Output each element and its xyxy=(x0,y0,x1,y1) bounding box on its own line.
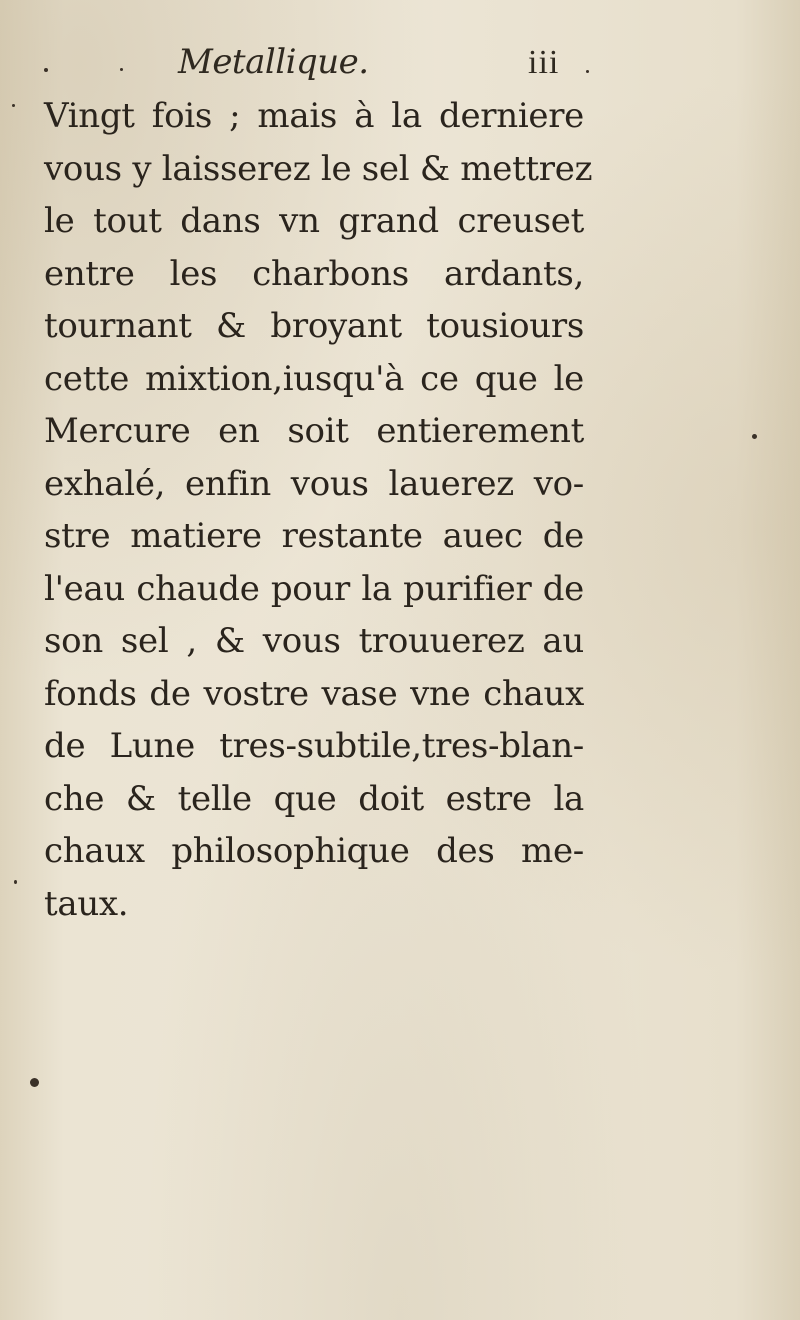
text-line: vous y laisserez le sel & mettrez xyxy=(44,148,593,189)
body-text xyxy=(44,90,593,930)
text-line: l'eau chaude pour la purifier de xyxy=(44,568,584,609)
text-line: entre les charbons ardants, xyxy=(44,253,584,294)
text-line: exhalé, enfin vous lauerez vo- xyxy=(44,463,584,504)
ink-speck xyxy=(586,70,589,73)
text-line: de Lune tres-subtile,tres-blan- xyxy=(44,726,584,766)
text-line: fonds de vostre vase vne chaux xyxy=(44,673,584,714)
text-line: che & telle que doit estre la xyxy=(44,778,584,819)
ink-speck xyxy=(14,880,17,884)
ink-speck xyxy=(44,68,48,72)
text-line: taux. xyxy=(44,883,129,924)
ink-speck xyxy=(120,68,123,71)
page-number: iii xyxy=(528,44,560,81)
ink-speck xyxy=(12,104,15,107)
text-line: cette mixtion,iusqu'à ce que le xyxy=(44,358,584,399)
running-head xyxy=(0,42,800,92)
text-line: Vingt fois ; mais à la derniere xyxy=(44,96,584,136)
text-line: son sel , & vous trouuerez au xyxy=(44,621,584,661)
text-line: Mercure en soit entierement xyxy=(44,411,584,451)
text-line: tournant & broyant tousiours xyxy=(44,306,584,346)
text-line: le tout dans vn grand creuset xyxy=(44,201,584,241)
ink-speck xyxy=(30,1078,39,1087)
text-line: stre matiere restante auec de xyxy=(44,516,584,556)
ink-speck xyxy=(752,434,757,439)
text-line: chaux philosophique des me- xyxy=(44,831,584,871)
running-title: Metallique. xyxy=(178,42,369,82)
